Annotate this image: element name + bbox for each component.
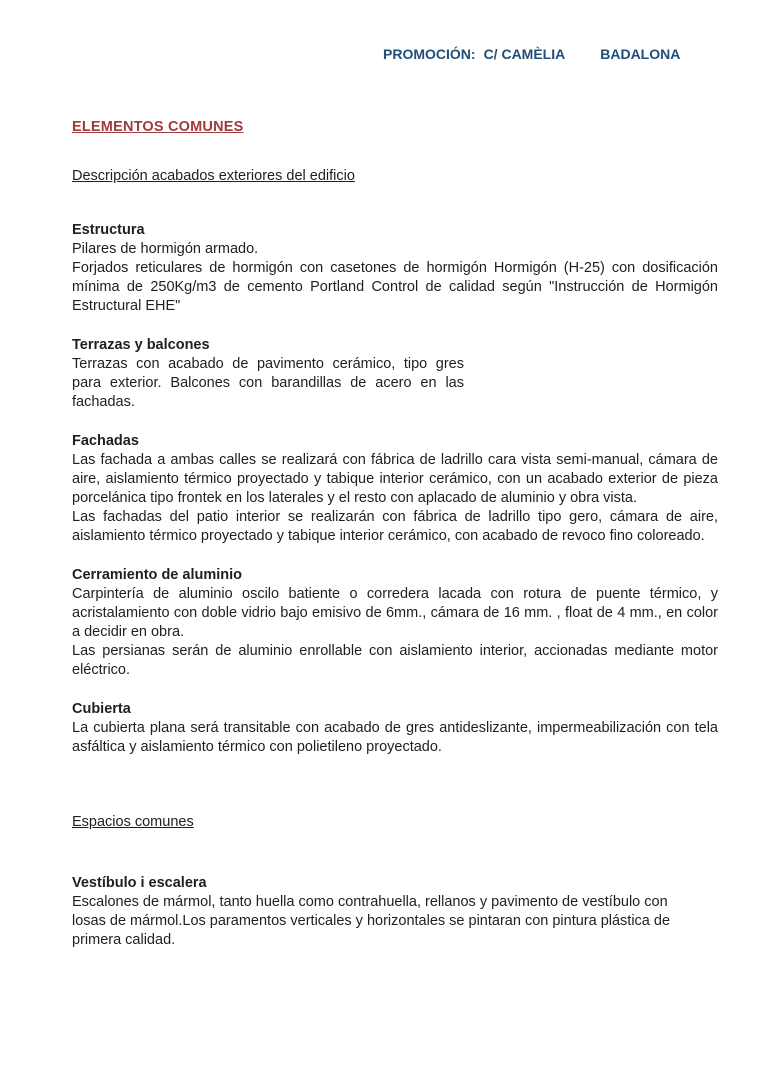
section-terrazas-balcones xyxy=(72,336,718,412)
subtitle-espacios-comunes: Espacios comunes xyxy=(72,814,194,830)
promotion-label: PROMOCIÓN: xyxy=(383,46,476,62)
heading-terrazas-balcones: Terrazas y balcones xyxy=(72,337,210,353)
subtitle-descripcion-exteriores: Descripción acabados exteriores del edificio xyxy=(72,168,355,184)
heading-fachadas: Fachadas xyxy=(72,433,139,449)
paragraph-estructura-2: Forjados reticulares de hormigón con casetones de hormigón Hormigón (H-25) con dosificación mínima de 250Kg/m3 de cemento Portland Control de calidad según "Instrucción de Hormigón Estructural EHE" xyxy=(72,260,718,314)
section-cubierta xyxy=(72,700,718,757)
paragraph-terrazas-1: Terrazas con acabado de pavimento cerámico, tipo gres para exterior. Balcones con barandillas de acero en las fachadas. xyxy=(72,356,464,410)
promotion-city: BADALONA xyxy=(600,46,681,62)
heading-estructura: Estructura xyxy=(72,222,145,238)
section-fachadas xyxy=(72,432,718,546)
section-estructura xyxy=(72,221,718,316)
paragraph-fachadas-2: Las fachadas del patio interior se realizarán con fábrica de ladrillo tipo gero, cámara de aire, aislamiento térmico proyectado y tabique interior cerámico, con acabado de revoco fino coloreado. xyxy=(72,509,718,544)
heading-vestibulo-escalera: Vestíbulo i escalera xyxy=(72,875,207,891)
title-elementos-comunes: ELEMENTOS COMUNES xyxy=(72,119,244,135)
heading-cerramiento-aluminio: Cerramiento de aluminio xyxy=(72,567,243,583)
paragraph-cerramiento-2: Las persianas serán de aluminio enrollable con aislamiento interior, accionadas mediante motor eléctrico. xyxy=(72,643,718,678)
paragraph-fachadas-1: Las fachada a ambas calles se realizará con fábrica de ladrillo cara vista semi-manual, cámara de aire, aislamiento térmico proyectado y tabique interior cerámico, con un acabado exterior de pieza porcelánica tipo frontek en los laterales y el resto con aplacado de aluminio y obra vista. xyxy=(72,452,718,506)
paragraph-cubierta-1: La cubierta plana será transitable con acabado de gres antideslizante, impermeabilización con tela asfáltica y aislamiento térmico con polietileno proyectado. xyxy=(72,720,718,755)
paragraph-estructura-1: Pilares de hormigón armado. xyxy=(72,241,259,257)
document-header xyxy=(383,45,718,64)
heading-cubierta: Cubierta xyxy=(72,701,131,717)
promotion-street: C/ CAMÈLIA xyxy=(483,46,566,62)
paragraph-vestibulo-1: Escalones de mármol, tanto huella como contrahuella, rellanos y pavimento de vestíbulo con losas de mármol.Los paramentos verticales y horizontales se pintaran con pintura plástica de primera calidad. xyxy=(72,894,671,948)
paragraph-cerramiento-1: Carpintería de aluminio oscilo batiente o corredera lacada con rotura de puente térmico, y acristalamiento con doble vidrio bajo emisivo de 6mm., cámara de 16 mm. , float de 4 mm., en color a decidir en obra. xyxy=(72,586,718,640)
section-vestibulo-escalera xyxy=(72,874,718,950)
section-cerramiento-aluminio xyxy=(72,566,718,680)
